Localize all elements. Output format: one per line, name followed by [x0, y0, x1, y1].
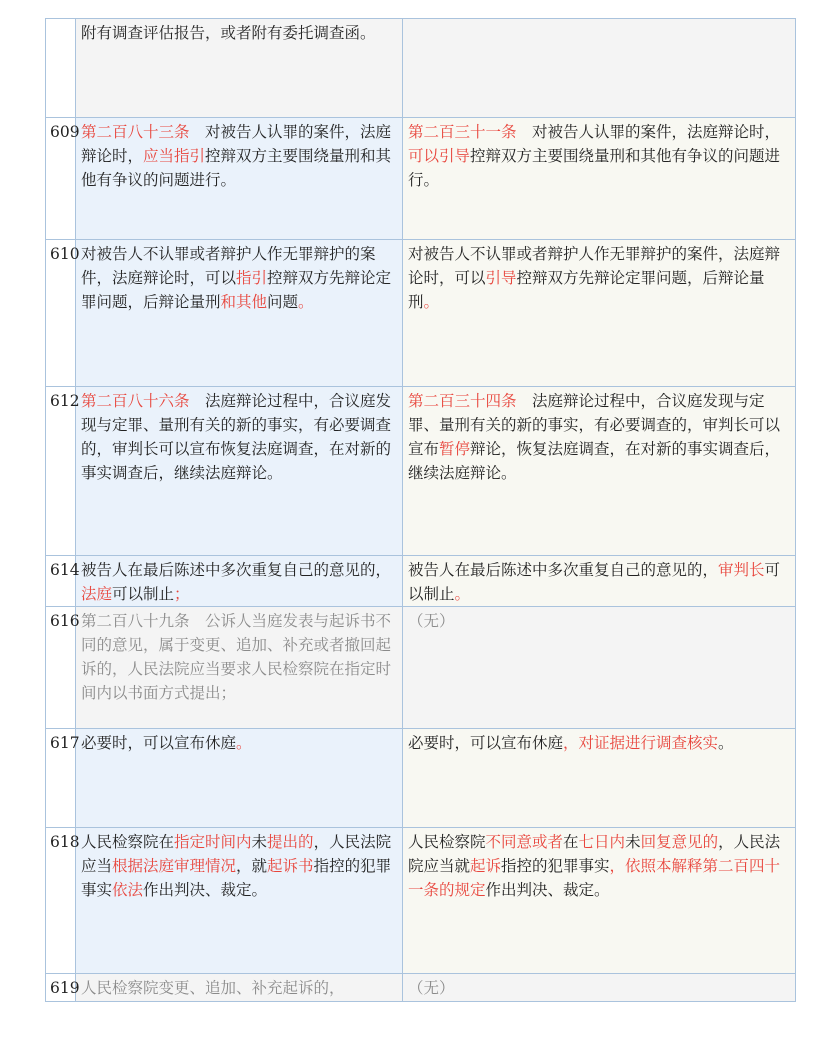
text-segment: 作出判决、裁定。: [485, 881, 610, 899]
new-text-cell: [403, 828, 796, 974]
changed-text: 指引: [236, 269, 268, 287]
text-segment: 法庭辩论过程中，合议庭发现与定罪、量刑有关的新的事实，有必要调查的，审判长可以宣布恢复法庭调查，在对新的事实调查后，继续法庭辩论。: [81, 392, 392, 482]
changed-text: ，依照本解释第二百四十一条的规定: [408, 857, 781, 899]
new-text-cell: [403, 607, 796, 729]
text-segment: 对被告人不认罪或者辩护人作无罪辩护的案件，法庭辩论时，可以: [408, 245, 781, 287]
changed-text: 引导: [485, 269, 517, 287]
text-segment: 第二百八十九条 公诉人当庭发表与起诉书不同的意见，属于变更、追加、补充或者撤回起诉的，人民法院应当要求人民检察院在指定时间内以书面方式提出；: [81, 612, 392, 702]
old-text-cell: [76, 556, 403, 607]
text-segment: 对被告人不认罪或者辩护人作无罪辩护的案件，法庭辩论时，可以: [81, 245, 376, 287]
text-segment: 对被告人认罪的案件，法庭辩论时，: [81, 123, 392, 165]
row-number: 617: [46, 729, 76, 828]
changed-text: 回复意见的: [640, 833, 719, 851]
text-segment: 对被告人认罪的案件，法庭辩论时，: [516, 123, 781, 141]
comparison-table-body: [46, 19, 796, 1002]
text-segment: 控辩双方先辩论定罪问题，后辩论量刑: [81, 269, 392, 311]
changed-text: ；: [174, 585, 190, 603]
row-number: 616: [46, 607, 76, 729]
text-segment: 人民检察院在: [81, 833, 175, 851]
old-text-cell: [76, 387, 403, 556]
changed-text: 。: [236, 734, 252, 752]
changed-text: 。: [454, 585, 471, 603]
table-row: [46, 240, 796, 387]
text-segment: 控辩双方先辩论定罪问题，后辩论量刑: [408, 269, 765, 311]
changed-text: ，对证据进行调查核实: [563, 734, 719, 752]
text-segment: 必要时，可以宣布休庭: [408, 734, 564, 752]
changed-text: 起诉: [470, 857, 502, 875]
old-text-cell: [76, 19, 403, 118]
changed-text: 。: [298, 293, 314, 311]
old-text-cell: [76, 729, 403, 828]
changed-text: 不同意或者: [485, 833, 564, 851]
changed-text: 暂停: [439, 440, 471, 458]
changed-text: 第二百八十三条: [81, 123, 190, 141]
text-segment: 问题: [267, 293, 299, 311]
changed-text: 。: [423, 293, 440, 311]
text-segment: 作出判决、裁定。: [143, 881, 268, 899]
text-segment: 可以制止: [408, 561, 781, 603]
table-row: [46, 974, 796, 1002]
changed-text: 根据法庭审理情况: [112, 857, 237, 875]
changed-text: 起诉书: [267, 857, 314, 875]
new-text-cell: [403, 974, 796, 1002]
text-segment: 在: [563, 833, 579, 851]
text-segment: 未: [625, 833, 641, 851]
row-number: 612: [46, 387, 76, 556]
old-text-cell: [76, 118, 403, 240]
text-segment: （无）: [408, 612, 455, 630]
new-text-cell: [403, 118, 796, 240]
text-segment: 被告人在最后陈述中多次重复自己的意见的，: [81, 561, 392, 579]
old-text-cell: [76, 974, 403, 1002]
table-row: [46, 556, 796, 607]
table-row: [46, 19, 796, 118]
text-segment: ，人民法院应当: [81, 833, 392, 875]
table-row: [46, 729, 796, 828]
changed-text: 提出的: [267, 833, 314, 851]
text-segment: ，人民法院应当就: [408, 833, 781, 875]
new-text-cell: [403, 729, 796, 828]
text-segment: 控辩双方主要围绕量刑和其他有争议的问题进行。: [81, 147, 392, 189]
comparison-table: [45, 18, 796, 1002]
changed-text: 应当指引: [143, 147, 206, 165]
text-segment: 人民检察院变更、追加、补充起诉的，: [81, 979, 345, 997]
changed-text: 七日内: [578, 833, 626, 851]
row-number: 614: [46, 556, 76, 607]
row-number: 610: [46, 240, 76, 387]
table-row: [46, 828, 796, 974]
text-segment: 指控的犯罪事实: [81, 857, 392, 899]
text-segment: 法庭辩论过程中，合议庭发现与定罪、量刑有关的新的事实，有必要调查的，审判长可以宣布: [408, 392, 781, 458]
text-segment: 人民检察院: [408, 833, 486, 851]
row-number: 619: [46, 974, 76, 1002]
row-number: 609: [46, 118, 76, 240]
changed-text: 法庭: [81, 585, 113, 603]
text-segment: 可以制止: [112, 585, 175, 603]
old-text-cell: [76, 240, 403, 387]
text-segment: 被告人在最后陈述中多次重复自己的意见的，: [408, 561, 719, 579]
text-segment: 辩论，恢复法庭调查，在对新的事实调查后，继续法庭辩论。: [408, 440, 781, 482]
row-number: [46, 19, 76, 118]
text-segment: 指控的犯罪事实: [501, 857, 610, 875]
table-row: [46, 607, 796, 729]
new-text-cell: [403, 556, 796, 607]
changed-text: 审判长: [718, 561, 765, 579]
text-segment: 。: [718, 734, 734, 752]
new-text-cell: [403, 240, 796, 387]
text-segment: 必要时，可以宣布休庭: [81, 734, 237, 752]
text-segment: ，就: [236, 857, 268, 875]
changed-text: 依法: [112, 881, 144, 899]
table-row: [46, 387, 796, 556]
text-segment: 未: [251, 833, 268, 851]
text-segment: （无）: [408, 979, 455, 997]
row-number: 618: [46, 828, 76, 974]
changed-text: 第二百三十一条: [408, 123, 517, 141]
old-text-cell: [76, 828, 403, 974]
changed-text: 第二百八十六条: [81, 392, 190, 410]
changed-text: 可以引导: [408, 147, 471, 165]
new-text-cell: [403, 19, 796, 118]
old-text-cell: [76, 607, 403, 729]
text-segment: 控辩双方主要围绕量刑和其他有争议的问题进行。: [408, 147, 781, 189]
changed-text: 第二百三十四条: [408, 392, 517, 410]
changed-text: 和其他: [220, 293, 268, 311]
text-segment: 附有调查评估报告，或者附有委托调查函。: [81, 24, 376, 42]
new-text-cell: [403, 387, 796, 556]
changed-text: 指定时间内: [174, 833, 252, 851]
table-row: [46, 118, 796, 240]
